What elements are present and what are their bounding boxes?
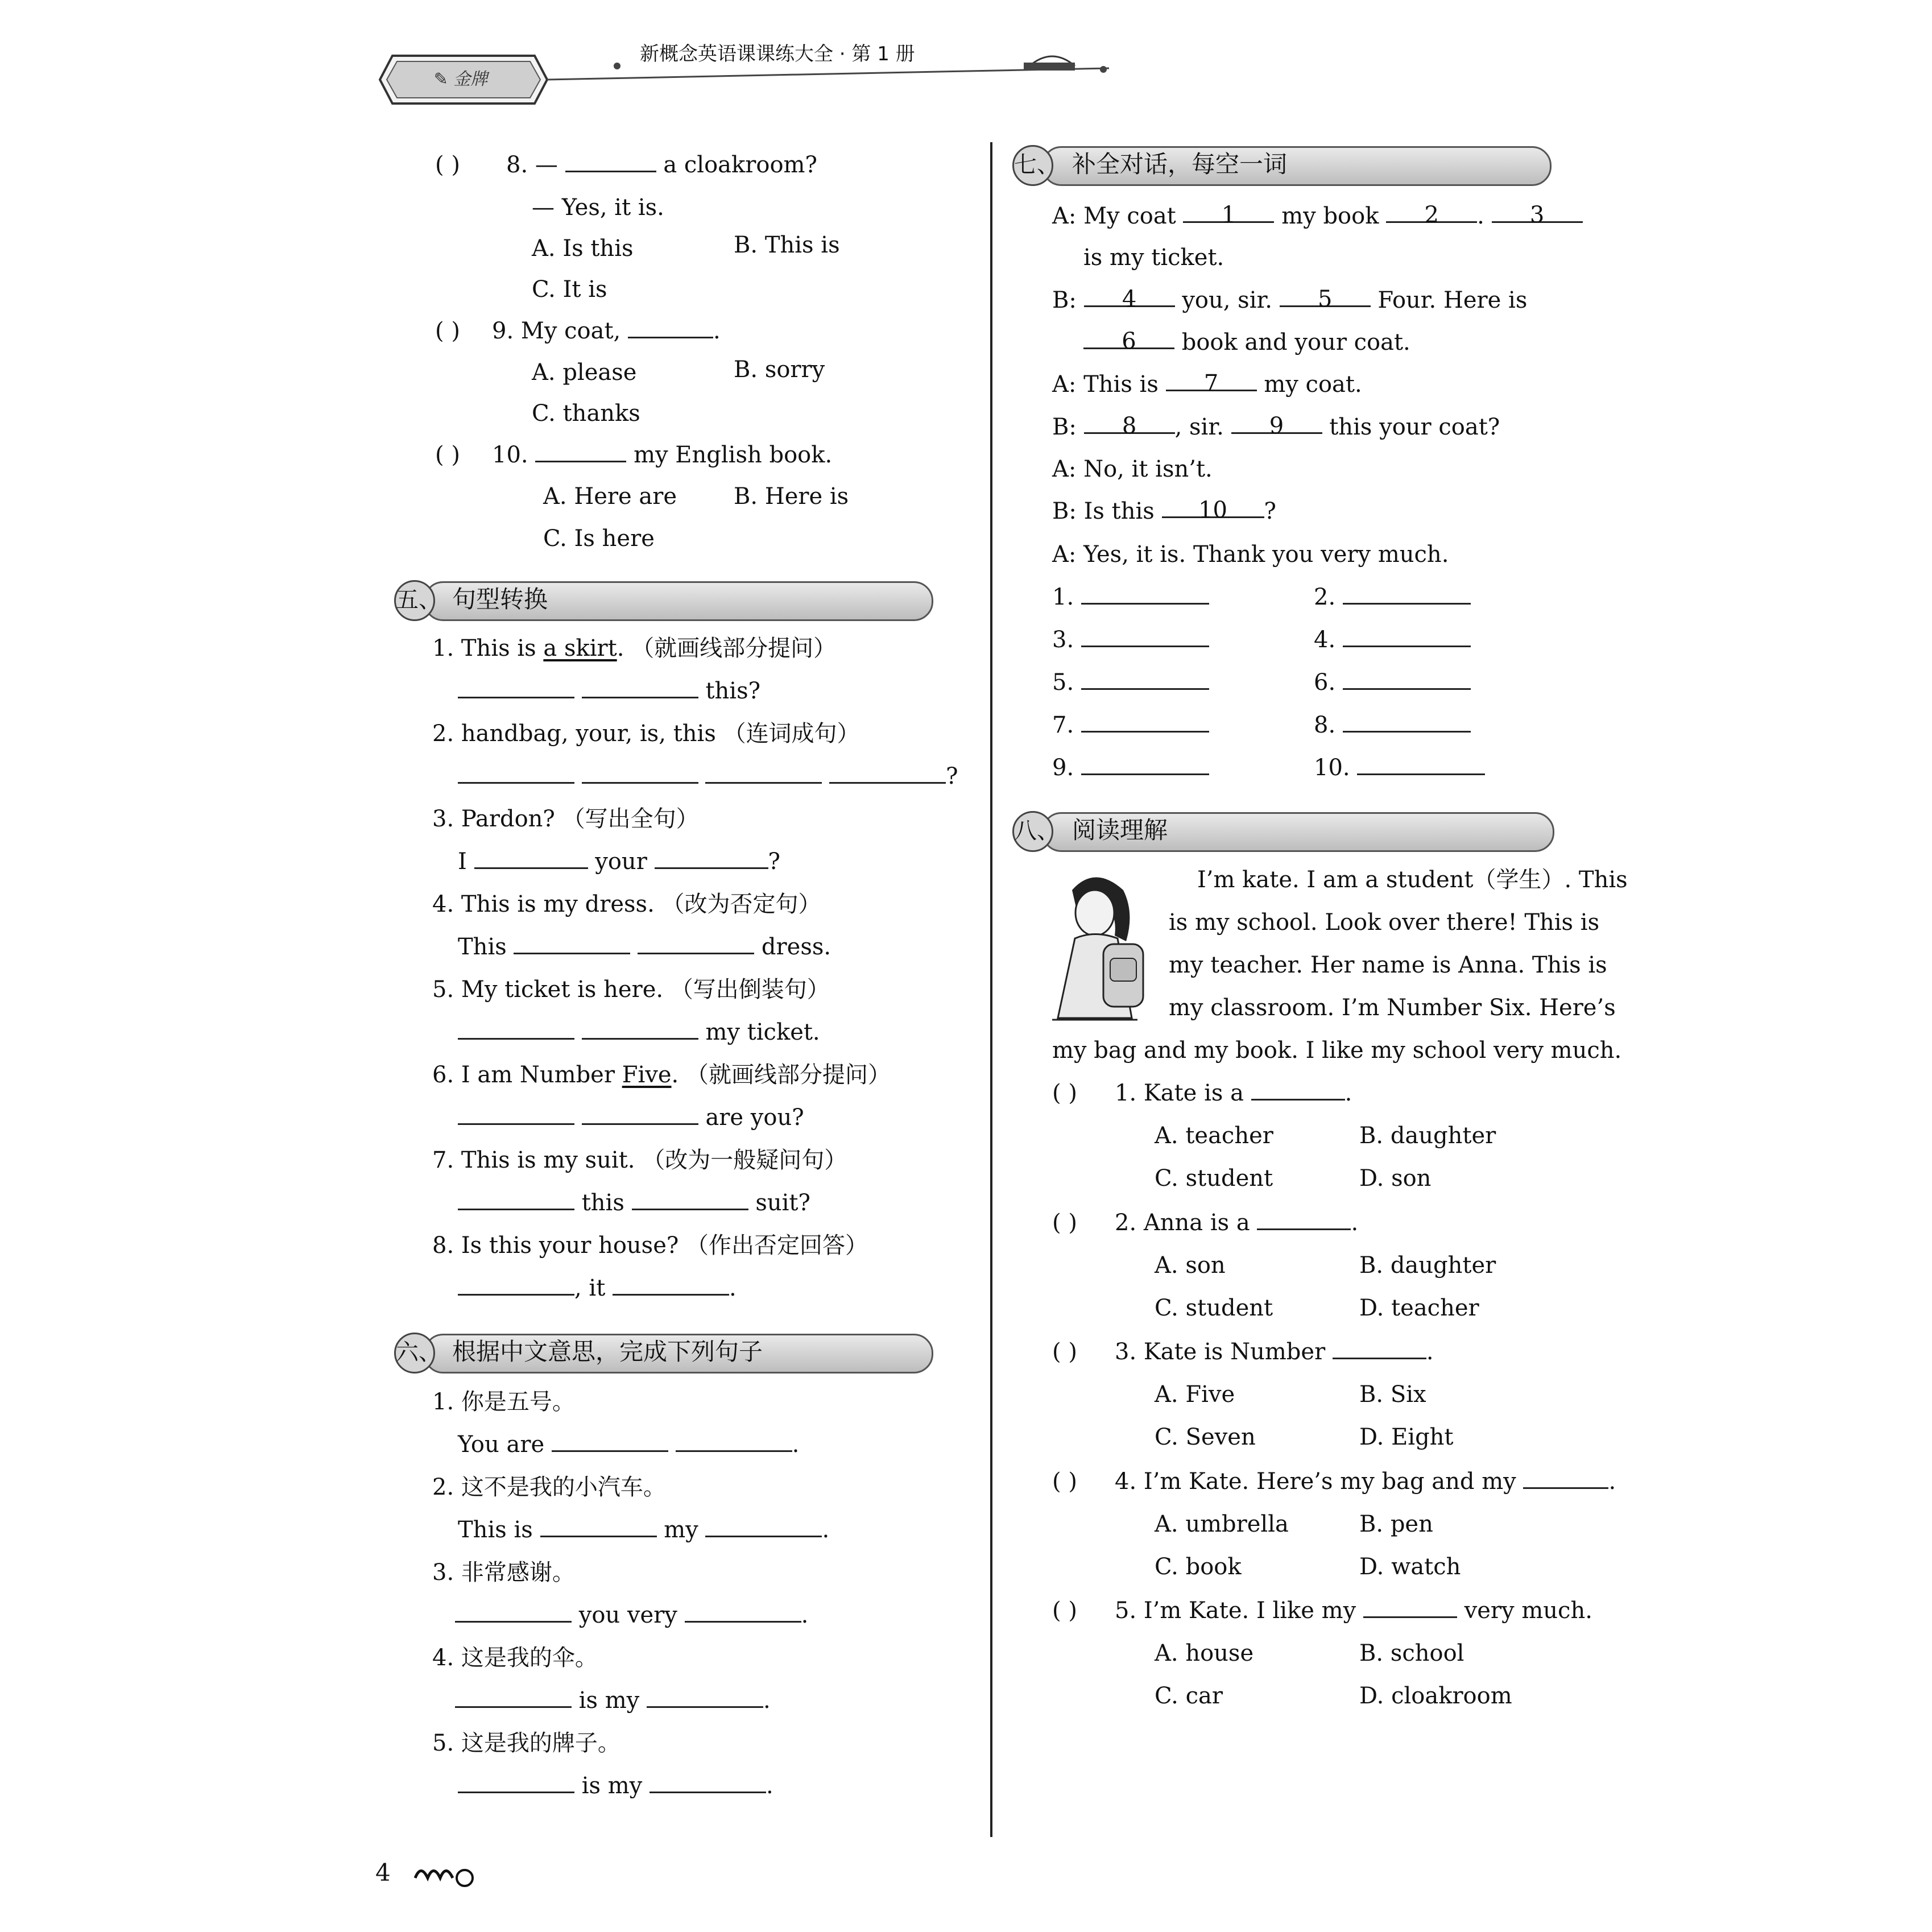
answer-blank[interactable] <box>1081 584 1209 605</box>
item-6-prompt: 6. I am Number Five. （就画线部分提问） <box>432 1062 891 1088</box>
option-b: B. school <box>1359 1640 1464 1666</box>
item-2-prompt: 2. handbag, your, is, this （连词成句） <box>432 721 860 747</box>
item-2-answer: ? <box>458 762 958 791</box>
answer-blank[interactable] <box>1081 754 1209 775</box>
item-1-answer: this? <box>458 677 760 705</box>
answer-blank[interactable] <box>705 1516 822 1537</box>
answer-blank[interactable] <box>1363 1597 1457 1618</box>
option-a: A. Is this <box>532 235 634 262</box>
question-stem: 8. — <box>506 152 558 178</box>
dialogue-line-4: 6 book and your coat. <box>1083 328 1410 357</box>
section-title: 句型转换 <box>452 585 548 613</box>
option-d: D. cloakroom <box>1359 1683 1512 1709</box>
item-8-prompt: 8. Is this your house? （作出否定回答） <box>432 1232 868 1259</box>
option-a: A. Five <box>1155 1381 1235 1408</box>
option-c: C. thanks <box>532 400 640 427</box>
item-5-prompt: 5. 这是我的牌子。 <box>432 1730 620 1756</box>
section-number: 五、 <box>394 580 435 621</box>
answer-blank[interactable] <box>582 763 698 784</box>
option-b: B. pen <box>1359 1511 1433 1537</box>
option-d: D. son <box>1359 1165 1432 1192</box>
answer-parenthesis[interactable]: ( ) <box>1052 1339 1077 1365</box>
item-5-prompt: 5. My ticket is here. （写出倒装句） <box>432 977 830 1003</box>
reply-text: — Yes, it is. <box>532 195 664 221</box>
option-a: A. Here are <box>543 483 677 510</box>
passage-line: I’m kate. I am a student（学生）. This <box>1197 867 1628 893</box>
header-title: 新概念英语课课练大全 · 第 1 册 <box>640 43 915 65</box>
passage-line: my classroom. I’m Number Six. Here’s <box>1169 995 1616 1021</box>
answer-parenthesis[interactable]: ( ) <box>435 152 460 178</box>
answer-blank[interactable] <box>582 1104 698 1125</box>
answer-blank[interactable] <box>1081 669 1209 690</box>
option-b: B. Here is <box>734 483 849 510</box>
answer-blank[interactable] <box>1343 669 1471 690</box>
item-2-answer: This is my . <box>458 1517 830 1543</box>
answer-blank[interactable] <box>458 1189 574 1210</box>
answer-parenthesis[interactable]: ( ) <box>1052 1468 1077 1495</box>
answer-blank[interactable] <box>565 151 656 172</box>
answer-blank[interactable] <box>540 1516 657 1537</box>
dialogue-blank[interactable]: 7 <box>1166 370 1257 391</box>
option-c: C. book <box>1155 1554 1242 1580</box>
dialogue-blank[interactable]: 4 <box>1084 286 1175 307</box>
item-4-prompt: 4. 这是我的伞。 <box>432 1645 598 1671</box>
option-c: C. It is <box>532 276 607 303</box>
question-stem-end: . <box>713 318 721 344</box>
answer-blank[interactable] <box>685 1602 801 1623</box>
section-number: 六、 <box>394 1333 435 1374</box>
dialogue-blank[interactable]: 1 <box>1183 202 1274 223</box>
answer-blank[interactable] <box>552 1431 668 1452</box>
dialogue-blank[interactable]: 6 <box>1083 328 1174 349</box>
section-title: 补全对话，每空一词 <box>1072 150 1288 178</box>
option-b: B. Six <box>1359 1381 1426 1408</box>
option-b: B. sorry <box>734 357 825 383</box>
dialogue-line-6: B: 8 , sir. 9 this your coat? <box>1052 413 1500 440</box>
answer-blank[interactable] <box>458 1104 574 1125</box>
answer-blank[interactable] <box>582 1019 698 1040</box>
answer-blank[interactable] <box>458 763 574 784</box>
answer-blank[interactable] <box>1343 584 1471 605</box>
dialogue-blank[interactable]: 8 <box>1084 413 1175 434</box>
item-8-answer: , it . <box>458 1274 737 1302</box>
option-a: A. please <box>532 359 637 386</box>
answer-blank[interactable] <box>458 1019 574 1040</box>
swirl-ornament-icon <box>412 1861 481 1889</box>
item-7-answer: this suit? <box>458 1189 810 1217</box>
option-c: C. student <box>1155 1295 1273 1321</box>
answer-blank[interactable] <box>458 1772 574 1793</box>
dialogue-blank[interactable]: 9 <box>1231 413 1322 434</box>
item-3-prompt: 3. Pardon? （写出全句） <box>432 806 699 832</box>
answer-parenthesis[interactable]: ( ) <box>435 442 460 468</box>
question-stem: 9. My coat, <box>492 318 621 344</box>
answer-blank[interactable] <box>705 763 822 784</box>
option-a: A. house <box>1155 1640 1254 1666</box>
answer-blank[interactable] <box>1523 1468 1608 1489</box>
section-title: 阅读理解 <box>1072 816 1168 844</box>
column-divider <box>990 142 992 1837</box>
answer-blank[interactable] <box>582 677 698 698</box>
option-d: D. teacher <box>1359 1295 1479 1321</box>
item-3-prompt: 3. 非常感谢。 <box>432 1559 575 1586</box>
dialogue-blank[interactable]: 3 <box>1492 202 1583 223</box>
dialogue-line-8: B: Is this 10 ? <box>1052 497 1276 524</box>
answer-blank[interactable] <box>632 1189 748 1210</box>
answer-blank[interactable] <box>638 933 754 954</box>
dialogue-line-7: A: No, it isn’t. <box>1052 456 1213 482</box>
section-number: 七、 <box>1012 145 1053 186</box>
item-3-answer: I your ? <box>458 849 780 875</box>
option-b: B. This is <box>734 232 840 258</box>
dialogue-line-5: A: This is 7 my coat. <box>1052 370 1362 398</box>
option-d: D. watch <box>1359 1554 1461 1580</box>
passage-line: is my school. Look over there! This is <box>1169 909 1600 936</box>
answer-parenthesis[interactable]: ( ) <box>435 318 460 344</box>
publisher-logo-icon: ✎ 金牌 <box>433 69 488 89</box>
answer-blank[interactable] <box>655 848 768 869</box>
answer-blank[interactable] <box>458 677 574 698</box>
answer-blank[interactable] <box>455 1687 572 1708</box>
answer-blank[interactable] <box>455 1602 572 1623</box>
item-5-answer: my ticket. <box>458 1018 820 1046</box>
dialogue-line-3: B: 4 you, sir. 5 Four. Here is <box>1052 286 1528 313</box>
answer-blank[interactable] <box>1257 1209 1351 1230</box>
answer-blank[interactable] <box>647 1687 763 1708</box>
option-d: D. Eight <box>1359 1424 1454 1450</box>
item-7-prompt: 7. This is my suit. （改为一般疑问句） <box>432 1147 847 1173</box>
answer-blank[interactable] <box>829 763 946 784</box>
option-b: B. daughter <box>1359 1252 1496 1279</box>
option-c: C. Is here <box>543 526 655 552</box>
answer-blank[interactable] <box>649 1772 766 1793</box>
dialogue-line-2: is my ticket. <box>1083 245 1224 271</box>
section-title: 根据中文意思，完成下列句子 <box>452 1338 763 1366</box>
answer-blank[interactable] <box>1343 626 1471 647</box>
answer-blank[interactable] <box>535 441 626 462</box>
option-a: A. teacher <box>1155 1123 1273 1149</box>
option-c: C. car <box>1155 1683 1223 1709</box>
item-1-answer: You are . <box>458 1432 800 1458</box>
option-c: C. student <box>1155 1165 1273 1192</box>
answer-blank[interactable] <box>1343 711 1471 733</box>
passage-line: my bag and my book. I like my school very much. <box>1052 1037 1622 1064</box>
answer-blank[interactable] <box>1251 1079 1345 1101</box>
question-stem: 10. <box>492 442 528 468</box>
item-3-answer: you very . <box>455 1601 808 1629</box>
page-number: 4 <box>375 1859 391 1887</box>
item-4-answer: is my . <box>455 1686 771 1715</box>
answer-blank[interactable] <box>474 848 588 869</box>
answer-blank[interactable] <box>613 1275 729 1296</box>
item-2-prompt: 2. 这不是我的小汽车。 <box>432 1474 666 1500</box>
answer-blank[interactable] <box>1357 754 1485 775</box>
dialogue-blank[interactable]: 2 <box>1386 202 1477 223</box>
answer-parenthesis[interactable]: ( ) <box>1052 1210 1077 1236</box>
dialogue-line-1: A: My coat 1 my book 2 . 3 <box>1052 202 1583 230</box>
answer-blank[interactable] <box>676 1431 792 1452</box>
answer-parenthesis[interactable]: ( ) <box>1052 1080 1077 1106</box>
passage-line: my teacher. Her name is Anna. This is <box>1169 952 1607 978</box>
option-a: A. umbrella <box>1155 1511 1289 1537</box>
question-stem-end: a cloakroom? <box>663 152 817 178</box>
dialogue-line-9: A: Yes, it is. Thank you very much. <box>1052 541 1449 568</box>
answer-blank[interactable] <box>1081 711 1209 733</box>
item-1-prompt: 1. This is a skirt. （就画线部分提问） <box>432 635 837 661</box>
dialogue-blank[interactable]: 5 <box>1280 286 1371 307</box>
girl-with-backpack-icon <box>1041 867 1149 1027</box>
question-stem-end: my English book. <box>634 442 833 468</box>
answer-parenthesis[interactable]: ( ) <box>1052 1598 1077 1624</box>
option-a: A. son <box>1155 1252 1226 1279</box>
item-6-answer: are you? <box>458 1103 804 1132</box>
dialogue-blank[interactable]: 10 <box>1162 497 1264 518</box>
answer-blank[interactable] <box>1081 626 1209 647</box>
answer-blank[interactable] <box>514 933 630 954</box>
item-4-prompt: 4. This is my dress. （改为否定句） <box>432 891 821 917</box>
answer-blank[interactable] <box>458 1275 574 1296</box>
section-number: 八、 <box>1012 811 1053 852</box>
item-5-answer: is my . <box>458 1772 773 1800</box>
option-b: B. daughter <box>1359 1123 1496 1149</box>
item-4-answer: This dress. <box>458 934 831 960</box>
option-c: C. Seven <box>1155 1424 1256 1450</box>
answer-blank[interactable] <box>1333 1338 1426 1359</box>
item-1-prompt: 1. 你是五号。 <box>432 1389 575 1415</box>
answer-blank[interactable] <box>628 317 713 338</box>
